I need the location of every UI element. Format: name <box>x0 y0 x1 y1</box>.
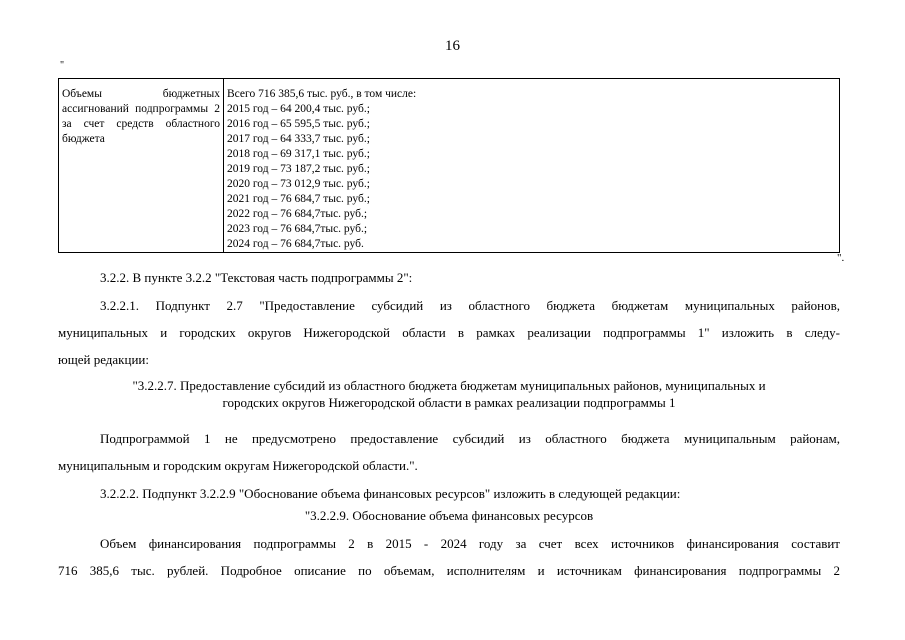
funding-line-2024: 2024 год – 76 684,7тыс. руб. <box>227 238 364 250</box>
funding-line-2020: 2020 год – 73 012,9 тыс. руб.; <box>227 178 370 190</box>
opening-quote-mark: " <box>60 60 65 71</box>
paragraph-financing-line-2: 716 385,6 тыс. рублей. Подробное описание по объемам, исполнителям и источникам финансирования подпрограммы 2 <box>58 563 840 578</box>
table-label-cell: Объемы бюджетных ассигнований подпрограммы 2 за счет средств областного бюджета <box>59 79 224 253</box>
paragraph-3-2-2-1-line-2: муниципальных и городских округов Нижегородской области в рамках реализации подпрограммы 1" изложить в следу- <box>58 325 840 340</box>
paragraph-financing-line-1: Объем финансирования подпрограммы 2 в 2015 - 2024 году за счет всех источников финансирования составит <box>100 536 840 551</box>
closing-quote-mark: ". <box>837 252 845 264</box>
funding-line-2016: 2016 год – 65 595,5 тыс. руб.; <box>227 118 370 130</box>
paragraph-3-2-2: 3.2.2. В пункте 3.2.2 "Текстовая часть подпрограммы 2": <box>100 270 413 285</box>
funding-line-total: Всего 716 385,6 тыс. руб., в том числе: <box>227 88 417 100</box>
table-value-cell <box>224 79 840 253</box>
funding-line-2022: 2022 год – 76 684,7тыс. руб.; <box>227 208 368 220</box>
paragraph-3-2-2-2: 3.2.2.2. Подпункт 3.2.2.9 "Обоснование объема финансовых ресурсов" изложить в следующей редакции: <box>100 486 681 501</box>
subprogram-funding-table <box>58 78 840 253</box>
paragraph-subprogram-1-line-2: муниципальным и городским округам Нижегородской области.". <box>58 458 418 473</box>
funding-line-2017: 2017 год – 64 333,7 тыс. руб.; <box>227 133 370 145</box>
paragraph-3-2-2-1-line-1: 3.2.2.1. Подпункт 2.7 "Предоставление субсидий из областного бюджета бюджетам муниципальных районов, <box>100 298 840 313</box>
funding-line-2015: 2015 год – 64 200,4 тыс. руб.; <box>227 103 370 115</box>
page-number: 16 <box>445 38 460 54</box>
funding-line-2023: 2023 год – 76 684,7тыс. руб.; <box>227 223 368 235</box>
heading-3-2-2-7-line-1: "3.2.2.7. Предоставление субсидий из областного бюджета бюджетам муниципальных районов, муниципальных и <box>132 378 766 393</box>
table-row <box>59 79 840 253</box>
paragraph-subprogram-1-line-1: Подпрограммой 1 не предусмотрено предоставление субсидий из областного бюджета муниципальным районам, <box>100 431 840 446</box>
funding-line-2019: 2019 год – 73 187,2 тыс. руб.; <box>227 163 370 175</box>
heading-3-2-2-7-line-2: городских округов Нижегородской области в рамках реализации подпрограммы 1 <box>222 395 676 410</box>
funding-line-2021: 2021 год – 76 684,7 тыс. руб.; <box>227 193 370 205</box>
paragraph-3-2-2-1-line-3: ющей редакции: <box>58 352 149 367</box>
heading-3-2-2-9: "3.2.2.9. Обоснование объема финансовых ресурсов <box>304 508 594 523</box>
funding-line-2018: 2018 год – 69 317,1 тыс. руб.; <box>227 148 370 160</box>
